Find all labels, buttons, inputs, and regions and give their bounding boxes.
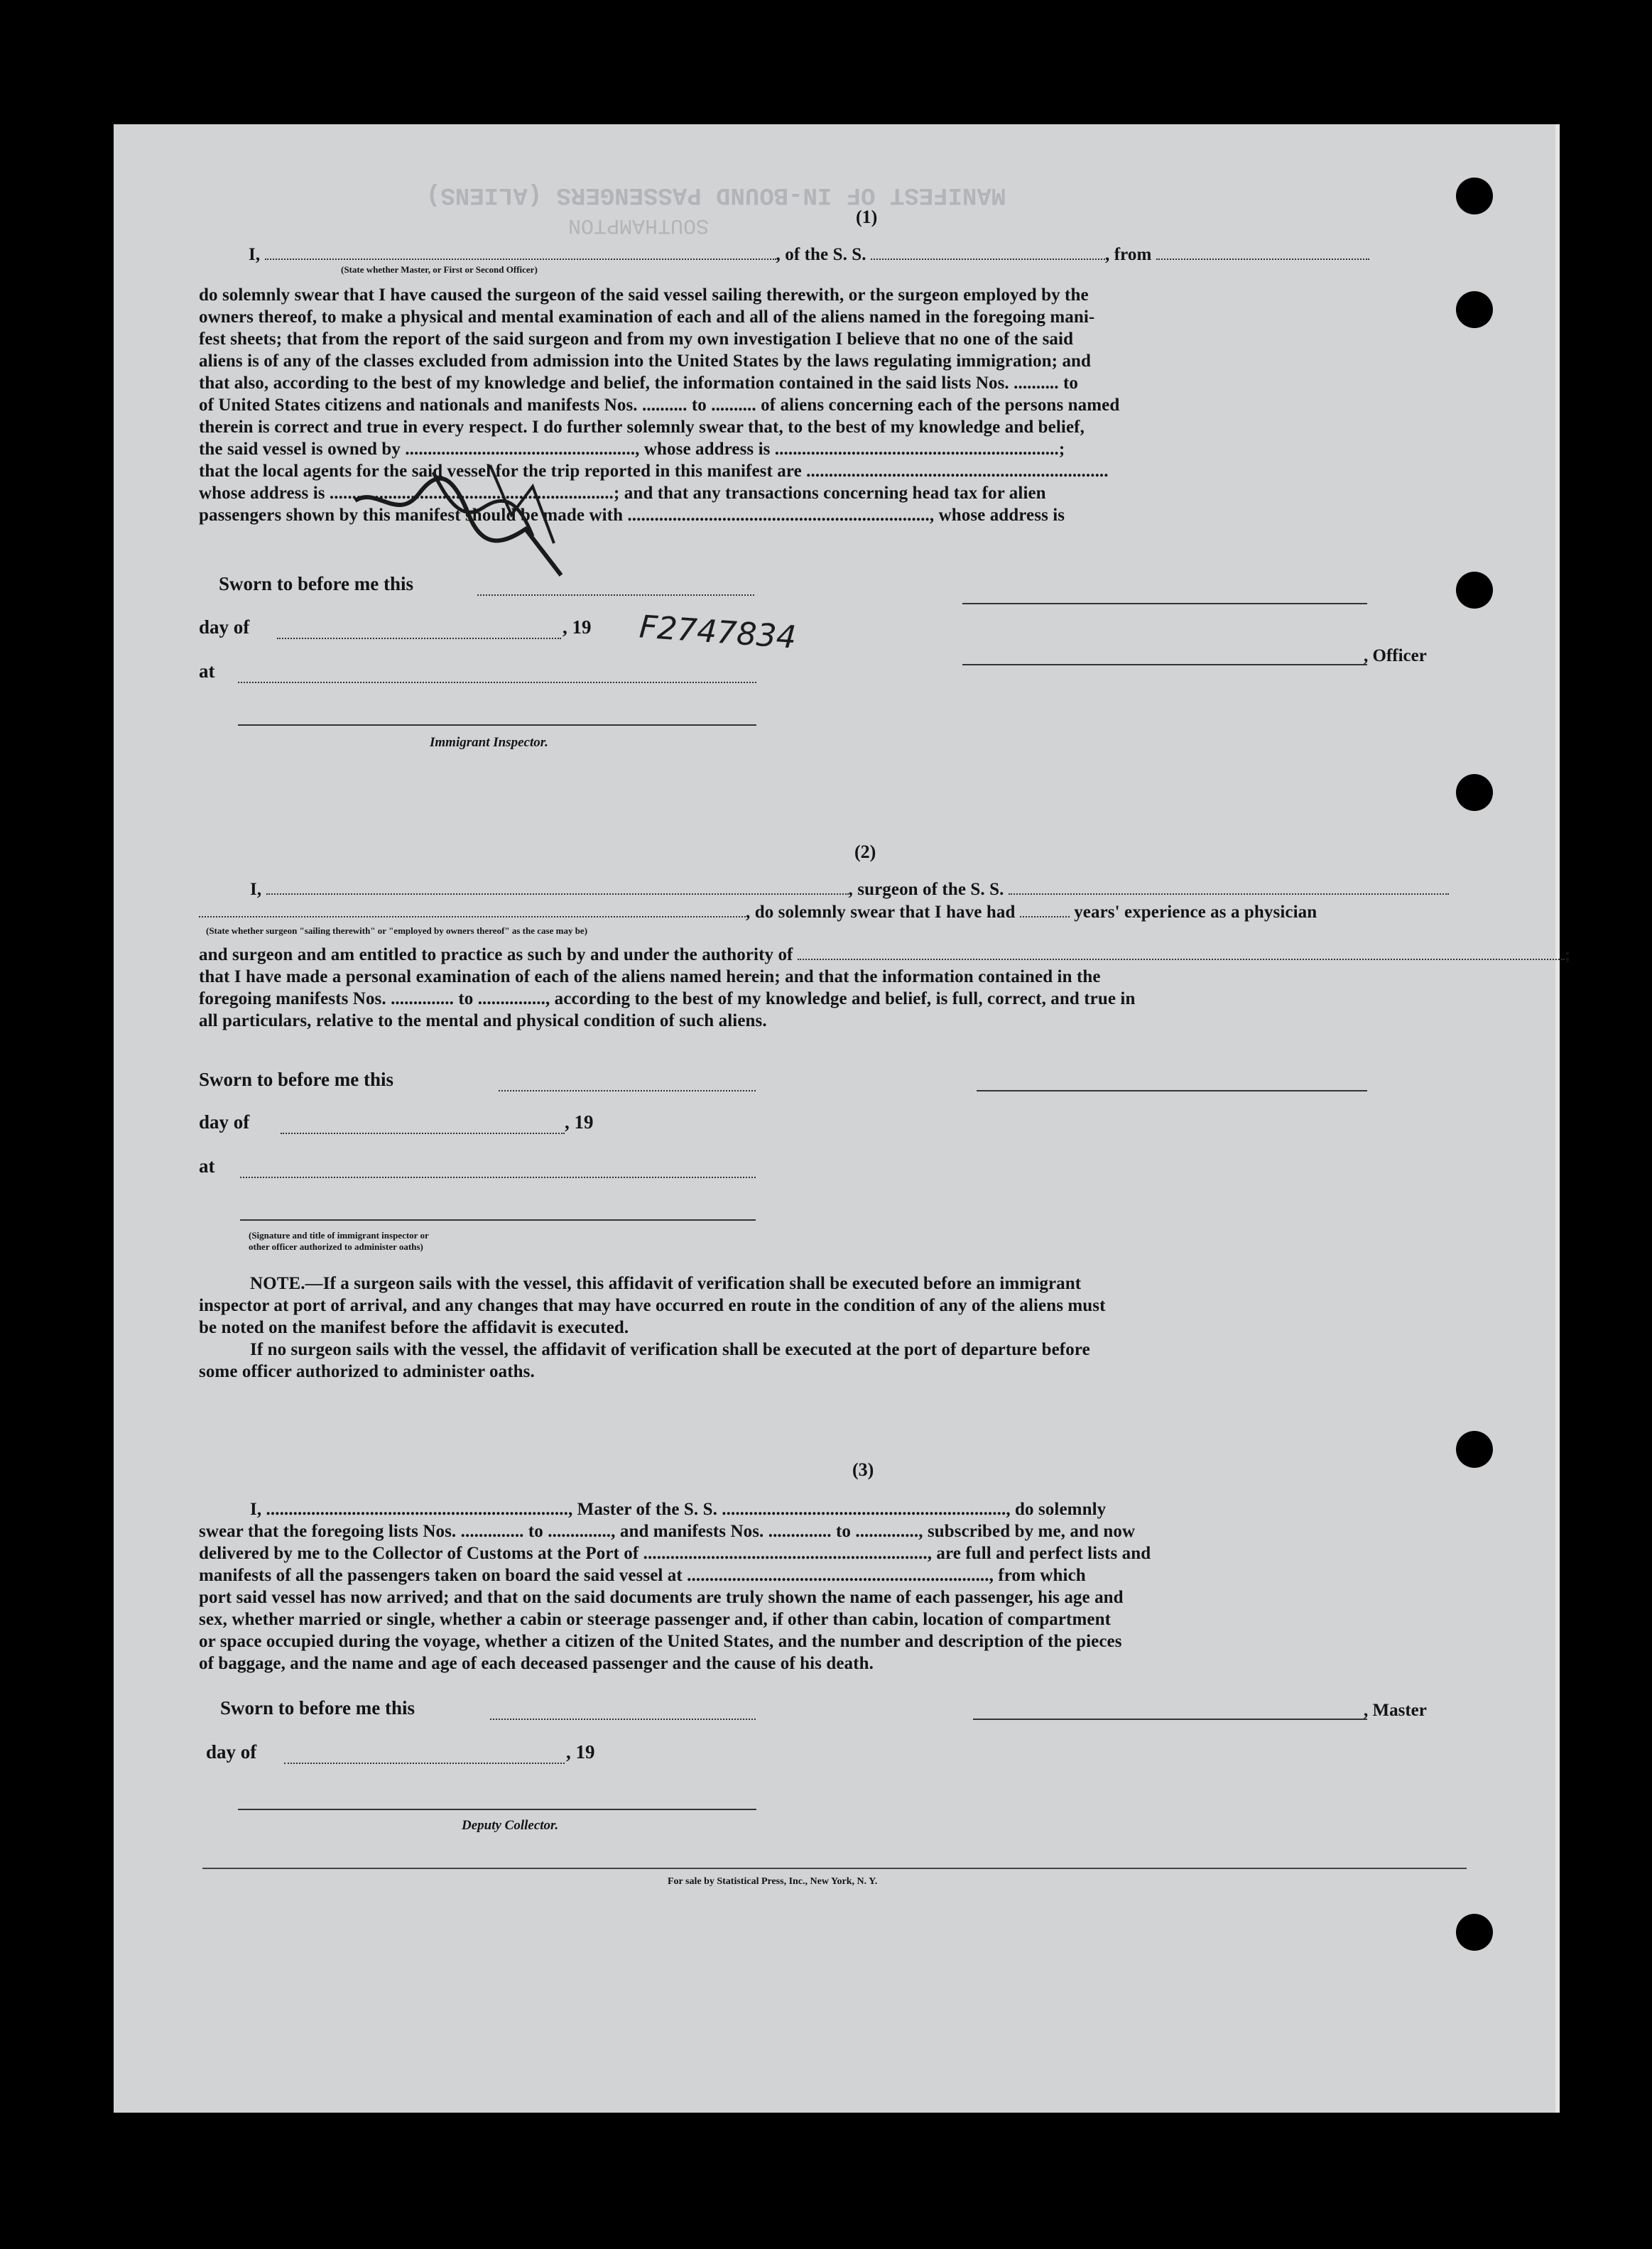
section-3-sworn-label: Sworn to before me this	[220, 1697, 415, 1719]
oath-line: owners thereof, to make a physical and mental examination of each and all of the aliens named in the foregoing mani-	[199, 307, 1095, 327]
oath-line: swear that the foregoing lists Nos. .............. to .............., and manifests Nos. .............. to .............., subscribed by me, and now	[199, 1522, 1136, 1541]
section-2-sworn-label: Sworn to before me this	[199, 1069, 393, 1090]
section-3-year-label: , 19	[566, 1741, 595, 1763]
section-3-day-label: day of	[206, 1741, 257, 1763]
oath-line: I, ..................................................................., Master of the S. S. ..............................................................., do solemnly	[250, 1500, 1107, 1519]
section-1-year-label: , 19	[563, 616, 592, 638]
punch-hole	[1456, 291, 1493, 328]
section-2-line: all particulars, relative to the mental and physical condition of such aliens.	[199, 1011, 767, 1030]
oath-line: of United States citizens and nationals and manifests Nos. .......... to .......... of aliens concerning each of the persons named	[199, 396, 1120, 415]
section-3-day-line	[284, 1761, 565, 1764]
section-3-number: (3)	[852, 1459, 874, 1480]
section-2-swear-line: , do solemnly swear that I have had years' experience as a physician	[199, 901, 1317, 923]
section-1-inspector-label: Immigrant Inspector.	[430, 735, 548, 750]
oath-line: the said vessel is owned by ..................................................., whose address is ...............................................................;	[199, 440, 1065, 459]
note-line: If no surgeon sails with the vessel, the affidavit of verification shall be executed at the port of departure before	[250, 1340, 1090, 1359]
section-3-collector-signature-line	[238, 1807, 756, 1810]
handwritten-file-number: F2747834	[638, 609, 798, 656]
punch-hole	[1456, 774, 1493, 811]
note-line: NOTE.—If a surgeon sails with the vessel, this affidavit of verification shall be executed before an immigrant	[250, 1274, 1082, 1293]
section-1-day-line	[277, 636, 561, 639]
section-2-signature-line	[977, 1089, 1367, 1091]
note-line: inspector at port of arrival, and any changes that may have occurred en route in the condition of any of the aliens must	[199, 1296, 1106, 1315]
section-1-inspector-signature-line	[238, 723, 756, 726]
section-1-officer-note: (State whether Master, or First or Second Officer)	[341, 264, 538, 275]
section-1-number: (1)	[856, 207, 878, 227]
punch-hole	[1456, 572, 1493, 609]
handwritten-signature	[348, 458, 582, 586]
oath-line: delivered by me to the Collector of Customs at the Port of ..............................................................., are full and perfect lists and	[199, 1544, 1151, 1563]
section-3-collector-label: Deputy Collector.	[462, 1818, 559, 1833]
section-2-year-label: , 19	[565, 1111, 594, 1133]
manifest-page	[114, 124, 1571, 2113]
section-2-signature-note-1: (Signature and title of immigrant inspector or	[249, 1230, 429, 1241]
section-3-sworn-line	[490, 1717, 756, 1720]
oath-line: therein is correct and true in every respect. I do further solemnly swear that, to the best of my knowledge and belief,	[199, 418, 1085, 437]
bleed-through-header: MANIFEST OF IN-BOUND PASSENGERS (ALIENS)	[426, 181, 1006, 208]
section-2-day-label: day of	[199, 1111, 250, 1133]
oath-line: or space occupied during the voyage, whether a citizen of the United States, and the number and description of the pieces	[199, 1632, 1122, 1651]
footer-rule	[202, 1868, 1467, 1869]
section-2-inspector-signature-line	[240, 1218, 756, 1221]
section-2-line: that I have made a personal examination of each of the aliens named herein; and that the information contained in the	[199, 967, 1101, 986]
punch-hole	[1456, 178, 1493, 214]
section-1-officer-label: , Officer	[1364, 646, 1427, 665]
oath-line: that also, according to the best of my knowledge and belief, the information contained in the said lists Nos. .......... to	[199, 374, 1079, 393]
oath-line: whose address is ...............................................................; and that any transactions concerning head tax for alien	[199, 484, 1046, 503]
section-2-line: foregoing manifests Nos. .............. to ..............., according to the best of my knowledge and belief, is full, correct, and true in	[199, 989, 1136, 1008]
oath-line: do solemnly swear that I have caused the surgeon of the said vessel sailing therewith, or the surgeon employed by the	[199, 285, 1089, 305]
oath-line: that the local agents for the said vessel for the trip reported in this manifest are ...................................................................	[199, 462, 1109, 481]
oath-line: aliens is of any of the classes excluded from admission into the United States by the laws regulating immigration; and	[199, 352, 1092, 371]
oath-line: fest sheets; that from the report of the said surgeon and from my own investigation I believe that no one of the said	[199, 330, 1074, 349]
section-2-sworn-line	[499, 1089, 756, 1091]
section-2-header-line: I, , surgeon of the S. S.	[250, 878, 1449, 900]
section-1-officer-line	[962, 601, 1367, 604]
oath-line: manifests of all the passengers taken on board the said vessel at ..................................................................., from which	[199, 1566, 1086, 1585]
section-3-master-line	[973, 1717, 1367, 1720]
oath-line: passengers shown by this manifest should be made with ..................................................................., whose address is	[199, 506, 1065, 525]
bleed-through-port: SOUTHAMPTON	[568, 213, 710, 237]
section-1-header-line: I, , of the S. S. , from	[249, 244, 1369, 266]
oath-line: port said vessel has now arrived; and that on the said documents are truly shown the name of each passenger, his age and	[199, 1588, 1124, 1607]
section-1-at-line	[238, 680, 756, 683]
oath-line: of baggage, and the name and age of each deceased passenger and the cause of his death.	[199, 1654, 874, 1673]
section-1-sworn-line	[477, 593, 754, 596]
section-1-at-label: at	[199, 660, 215, 682]
section-2-at-line	[240, 1175, 756, 1178]
note-line: be noted on the manifest before the affidavit is executed.	[199, 1318, 629, 1337]
section-2-number: (2)	[854, 842, 876, 862]
punch-hole	[1456, 1914, 1493, 1951]
punch-hole	[1456, 1431, 1493, 1468]
section-1-sworn-label: Sworn to before me this	[219, 573, 413, 594]
section-3-master-label: , Master	[1364, 1701, 1427, 1720]
section-2-signature-note-2: other officer authorized to administer oaths)	[249, 1241, 423, 1252]
oath-line: sex, whether married or single, whether a cabin or steerage passenger and, if other than cabin, location of compartment	[199, 1610, 1112, 1629]
section-1-day-label: day of	[199, 616, 250, 638]
note-line: some officer authorized to administer oaths.	[199, 1362, 535, 1381]
section-2-day-line	[281, 1131, 565, 1134]
section-2-surgeon-note: (State whether surgeon "sailing therewith" or "employed by owners thereof" as the case may be)	[206, 925, 588, 936]
footer-publisher: For sale by Statistical Press, Inc., New York, N. Y.	[668, 1876, 878, 1887]
section-2-authority-line: and surgeon and am entitled to practice as such by and under the authority of ;	[199, 945, 1571, 964]
section-1-officer-line-2	[962, 663, 1367, 665]
section-2-at-label: at	[199, 1155, 215, 1177]
